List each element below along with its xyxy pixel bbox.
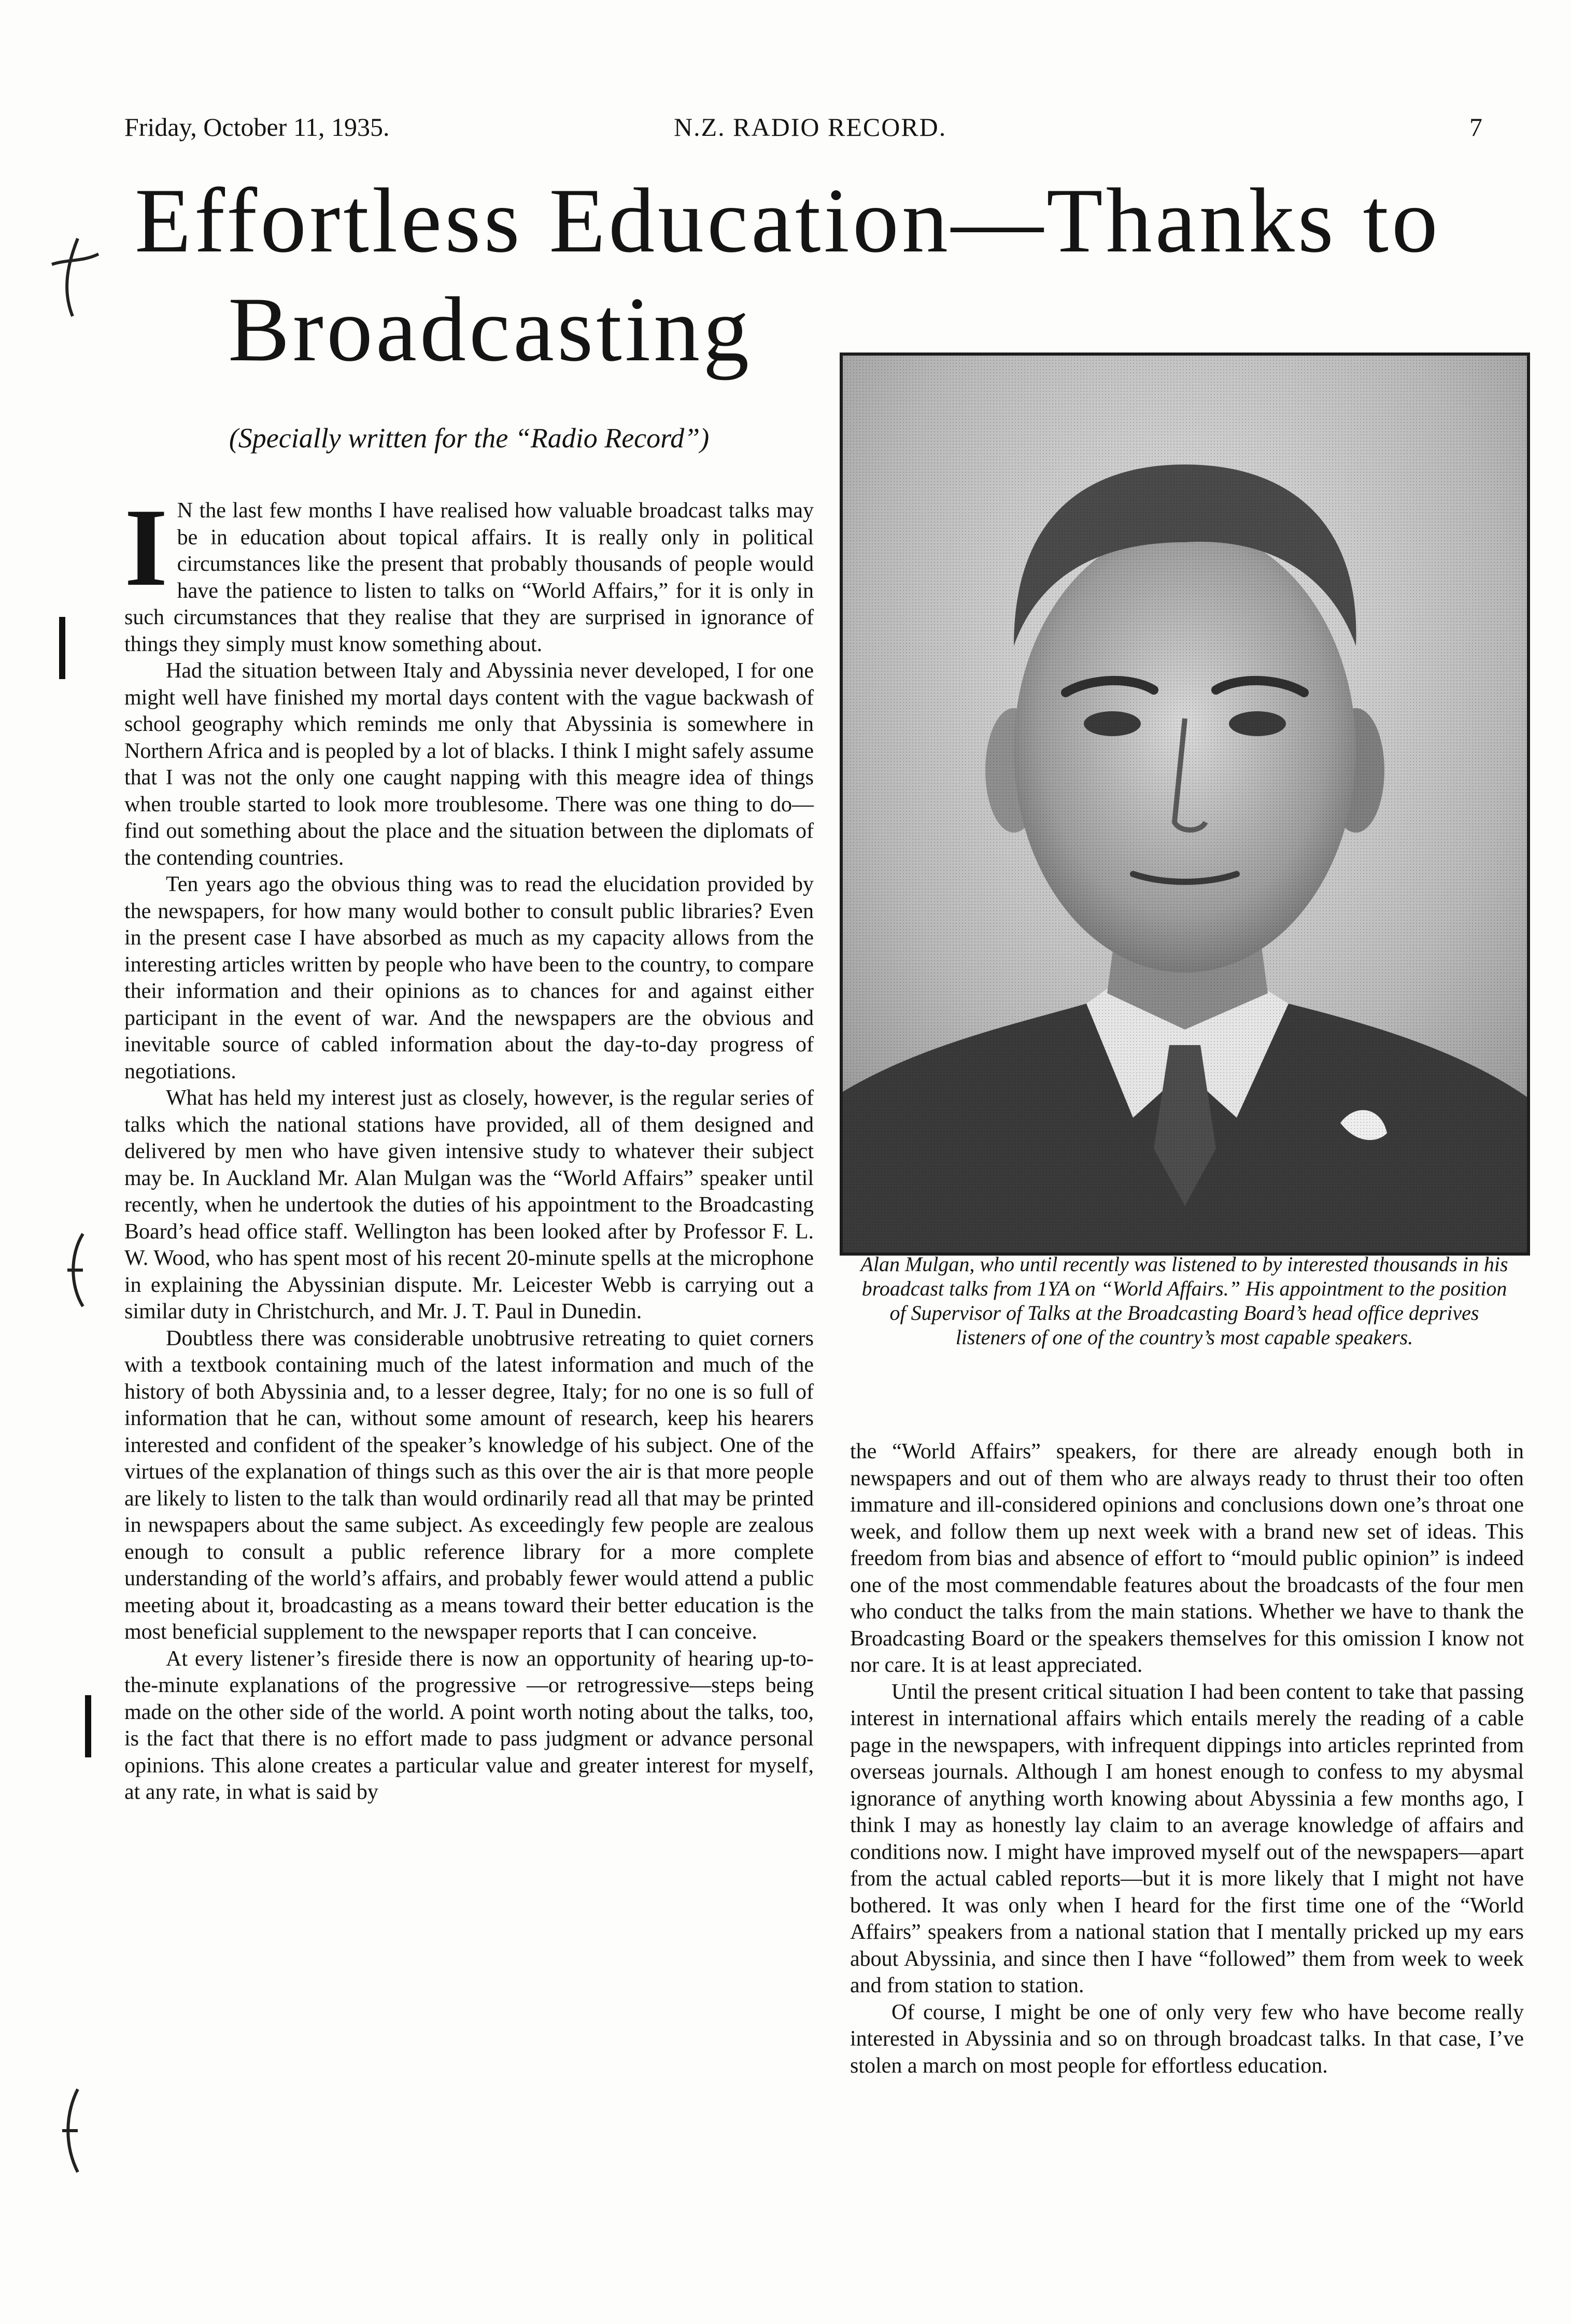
headline-line-1: Effortless Education—Thanks to [135, 169, 1441, 272]
paragraph-8: Until the present critical situation I had been content to take that passing interest in international affairs which entails merely the reading of a cable page in the newspapers, with infrequent dippings into articles reprinted from overseas journals. Although I am honest enough to confess to my abysmal ignorance of anything worth knowing about Abyssinia a few months ago, I think I may as honestly lay claim to an average knowledge of affairs and conditions now. I might have improved myself out of the newspapers—apart from the actual cabled reports—but it is more likely that I might not have bothered. It was only when I heard for the first time one of the “World Affairs” speakers from a national station that I mentally pricked up my ears about Abyssinia, and since then I have “followed” them from week to week and from station to station. [850, 1680, 1524, 1997]
article-byline: (Specially written for the “Radio Record”) [229, 422, 710, 454]
drop-cap: I [124, 485, 168, 609]
paragraph-3: Ten years ago the obvious thing was to read the elucidation provided by the newspapers, for how many would bother to consult public libraries? Even in the present case I have absorbed as much as my capacity allows from the interesting articles written by people who have been to the country, to compare their information and their opinions as to chances for and against either participant in the event of war. And the newspapers are the obvious and inevitable source of cabled information about the day-to-day progress of negotiations. [124, 872, 814, 1083]
paragraph-2: Had the situation between Italy and Abyssinia never developed, I for one might well have finished my mortal days content with the vague backwash of school geography which reminds me only that Abyssinia is somewhere in Northern Africa and is peopled by a lot of blacks. I think I might safely assume that I was not the only one caught napping with this meagre idea of things when trouble started to look more troublesome. There was one thing to do—find out something about the place and the situation between the diplomats of the contending countries. [124, 659, 814, 870]
margin-mark-bar-1 [52, 612, 73, 684]
margin-mark-bracket-1 [62, 1229, 93, 1312]
running-header [124, 109, 1482, 145]
publication-name: N.Z. RADIO RECORD. [674, 112, 947, 142]
right-column [850, 1439, 1524, 2289]
margin-mark-top [41, 233, 104, 321]
left-column [124, 485, 814, 2281]
paragraph-6: At every listener’s fireside there is now an opportunity of hearing up-to-the-minute explanations of the progressive —or retrogressive—steps being made on the other side of the world. A point worth noting about the talks, too, is the fact that there is no effort made to pass judgment or advance personal opinions. This alone creates a particular value and greater interest for myself, at any rate, in what is said by [124, 1646, 814, 1804]
margin-mark-bar-2 [78, 1690, 98, 1763]
headline-line-2: Broadcasting [228, 278, 753, 381]
paragraph-9: Of course, I might be one of only very few who have become really interested in Abyssinia and so on through broadcast talks. In that case, I’ve stolen a march on most people for effortless education. [850, 2000, 1524, 2078]
paragraph-1-text: N the last few months I have realised how valuable broadcast talks may be in education about topical affairs. It is really only in political circumstances like the present that probably thousands of people would have the patience to listen to talks on “World Affairs,” for it is only in such circumstances that they realise that they are surprised in ignorance of things they simply must know something about. [124, 499, 814, 656]
paragraph-1 [124, 485, 814, 658]
margin-mark-bracket-2 [57, 2084, 88, 2177]
article-headline [135, 166, 1524, 384]
paragraph-4: What has held my interest just as closely, however, is the regular series of talks which the national stations have provided, all of them designed and delivered by men who have given intensive study to whatever their subject may be. In Auckland Mr. Alan Mulgan was the “World Affairs” speaker until recently, when he undertook the duties of his appointment to the Broadcasting Board’s head office staff. Wellington has been looked after by Professor F. L. W. Wood, who has spent most of his recent 20-minute spells at the microphone in explaining the Abyssinian dispute. Mr. Leicester Webb is carrying out a similar duty in Christchurch, and Mr. J. T. Paul in Dunedin. [124, 1086, 814, 1323]
page-number: 7 [1469, 112, 1482, 142]
issue-date: Friday, October 11, 1935. [124, 112, 390, 142]
photo-caption: Alan Mulgan, who until recently was listened to by interested thousands in his broadcast talks from 1YA on “World Affairs.” His appointment to the position of Supervisor of Talks at the Broadcasting Board’s head office deprives listeners of one of the country’s most capable speakers. [860, 1252, 1508, 1349]
paragraph-5: Doubtless there was considerable unobtrusive retreating to quiet corners with a textbook containing much of the latest information and much of the history of both Abyssinia and, to a lesser degree, Italy; for no one is so full of information that he can, without some amount of research, keep his hearers interested and confident of the speaker’s knowledge of his subject. One of the virtues of the explanation of things such as this over the air is that more people are likely to listen to the talk than would ordinarily read all that may be printed in newspapers about the same subject. As exceedingly few people are zealous enough to consult a public reference library for a more complete understanding of the world’s affairs, and probably fewer would attend a public meeting about it, broadcasting as a means toward their better education is the most beneficial supplement to the newspaper reports that I can conceive. [124, 1326, 814, 1644]
portrait-photo [840, 353, 1530, 1256]
paragraph-7: the “World Affairs” speakers, for there are already enough both in newspapers and out of them who are always ready to thrust their too often immature and ill-considered opinions and conclusions down one’s throat one week, and follow them up next week with a brand new set of ideas. This freedom from bias and absence of effort to “mould public opinion” is indeed one of the most commendable features about the broadcasts of the four men who conduct the talks from the main stations. Whether we have to thank the Broadcasting Board or the speakers themselves for this omission I know not nor care. It is at least appreciated. [850, 1440, 1524, 1677]
portrait-illustration [843, 356, 1527, 1252]
